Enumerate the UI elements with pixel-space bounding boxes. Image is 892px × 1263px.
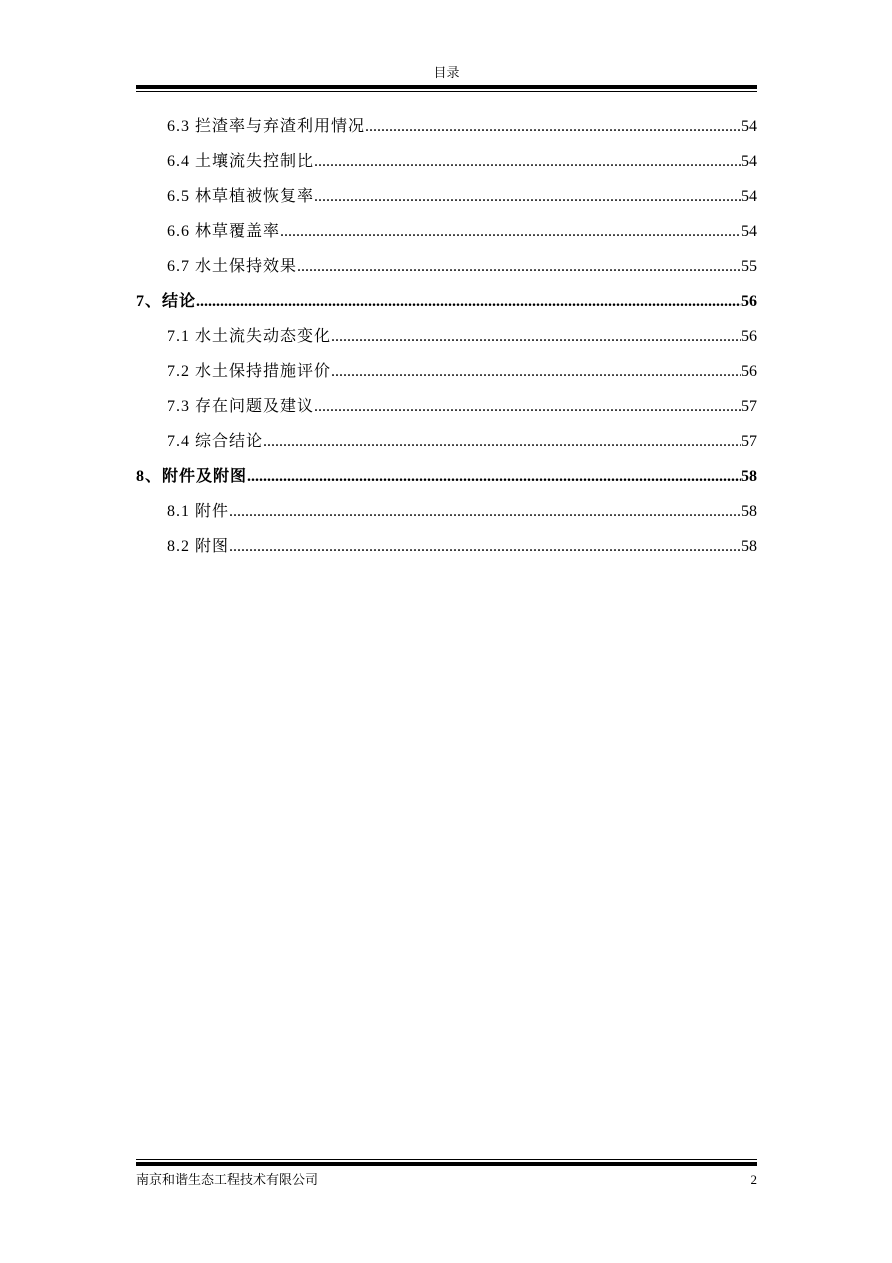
- toc-entry-title: 7、结论: [136, 293, 197, 310]
- toc-entry-page: 54: [741, 118, 757, 135]
- toc-leader-dots: [263, 424, 741, 459]
- toc-leader-dots: [331, 319, 741, 354]
- toc-entry-title: 7.2 水土保持措施评价: [167, 363, 332, 380]
- toc-entry-title: 7.3 存在问题及建议: [167, 398, 315, 415]
- toc-entry[interactable]: [136, 249, 757, 284]
- toc-entry-page: 54: [741, 188, 757, 205]
- toc-entry-title: 8.1 附件: [167, 503, 230, 520]
- toc-entry-page: 58: [741, 503, 757, 520]
- toc-entry-title: 6.7 水土保持效果: [167, 258, 298, 275]
- toc-entry-page: 56: [741, 328, 757, 345]
- toc-leader-dots: [229, 529, 741, 564]
- toc-entry[interactable]: [136, 109, 757, 144]
- header-rule-thick: [136, 85, 757, 89]
- toc-entry[interactable]: [136, 319, 757, 354]
- toc-entry-page: 56: [741, 363, 757, 380]
- toc-entry-page: 54: [741, 153, 757, 170]
- page-header-title: 目录: [433, 65, 460, 80]
- toc-leader-dots: [314, 144, 741, 179]
- toc-leader-dots: [196, 284, 741, 319]
- toc-entry-title: 8.2 附图: [167, 538, 230, 555]
- toc-entry-page: 58: [741, 538, 757, 555]
- toc-leader-dots: [331, 354, 741, 389]
- toc-entry-page: 57: [741, 433, 757, 450]
- toc-entry-title: 7.4 综合结论: [167, 433, 264, 450]
- toc-entry-title: 6.5 林草植被恢复率: [167, 188, 315, 205]
- toc-leader-dots: [229, 494, 741, 529]
- toc-leader-dots: [297, 249, 741, 284]
- toc-entry-title: 7.1 水土流失动态变化: [167, 328, 332, 345]
- toc-entry-title: 8、附件及附图: [136, 468, 248, 485]
- toc-leader-dots: [365, 109, 741, 144]
- toc-leader-dots: [314, 389, 741, 424]
- toc-entry-page: 55: [741, 258, 757, 275]
- toc-leader-dots: [314, 179, 741, 214]
- footer-company-name: 南京和谐生态工程技术有限公司: [136, 1172, 319, 1187]
- toc-leader-dots: [280, 214, 741, 249]
- toc-entry[interactable]: [136, 494, 757, 529]
- toc-entry[interactable]: [136, 389, 757, 424]
- toc-entry-title: 6.6 林草覆盖率: [167, 223, 281, 240]
- toc-entry-title: 6.4 土壤流失控制比: [167, 153, 315, 170]
- toc-entry[interactable]: [136, 179, 757, 214]
- toc-leader-dots: [247, 459, 741, 494]
- toc-entry-page: 54: [741, 223, 757, 240]
- footer-rule-thin: [136, 1159, 757, 1160]
- table-of-contents: [136, 109, 757, 564]
- toc-entry-page: 58: [741, 468, 757, 485]
- toc-entry[interactable]: [136, 529, 757, 564]
- footer-rule-thick: [136, 1162, 757, 1166]
- footer-page-number: 2: [750, 1172, 757, 1187]
- toc-chapter-entry[interactable]: [136, 284, 757, 319]
- toc-entry[interactable]: [136, 424, 757, 459]
- toc-entry-page: 57: [741, 398, 757, 415]
- toc-entry[interactable]: [136, 214, 757, 249]
- toc-entry[interactable]: [136, 144, 757, 179]
- toc-entry-page: 56: [741, 293, 757, 310]
- toc-chapter-entry[interactable]: [136, 459, 757, 494]
- toc-entry[interactable]: [136, 354, 757, 389]
- toc-entry-title: 6.3 拦渣率与弃渣利用情况: [167, 118, 366, 135]
- header-rule-thin: [136, 91, 757, 92]
